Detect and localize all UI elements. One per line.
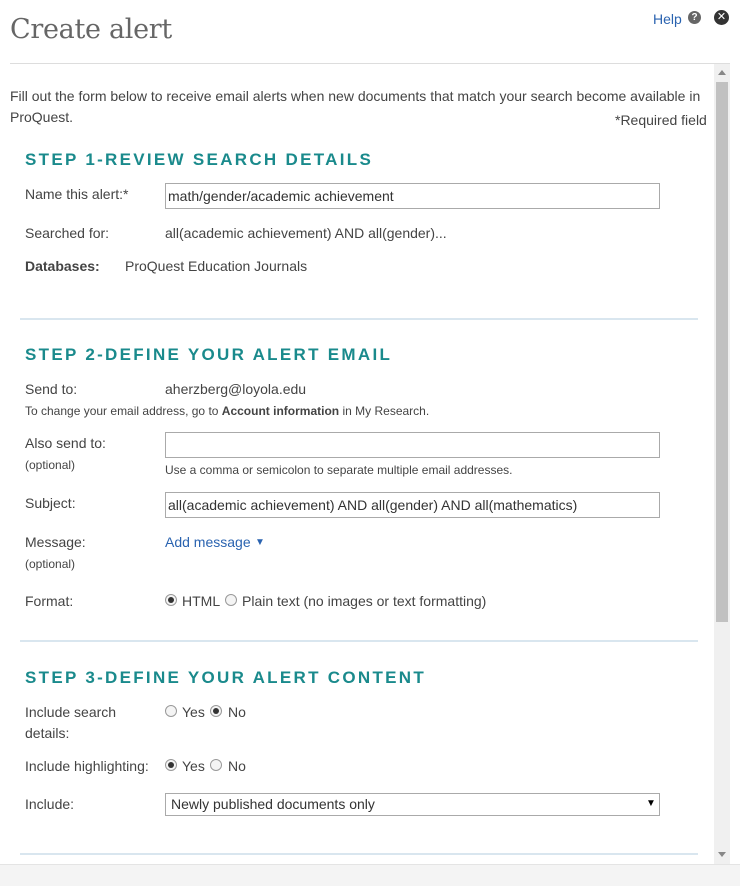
search-details-no-radio[interactable] <box>210 705 222 717</box>
highlighting-yes-radio[interactable] <box>165 759 177 771</box>
form-scroll-area <box>0 64 716 864</box>
highlighting-label: Include highlighting: <box>25 758 149 774</box>
required-field-note: *Required field <box>615 112 707 128</box>
message-optional: (optional) <box>25 557 76 571</box>
help-icon[interactable]: ? <box>688 11 701 24</box>
include-dropdown-icon[interactable]: ▼ <box>646 798 656 809</box>
highlighting-no-radio[interactable] <box>210 759 222 771</box>
format-plain-radio[interactable] <box>225 594 237 606</box>
format-label: Format: <box>25 593 74 609</box>
change-email-suffix: in My Research. <box>342 404 430 418</box>
account-information-link[interactable]: Account information <box>221 404 340 418</box>
change-email-note <box>25 404 429 418</box>
step3-heading: STEP 3-DEFINE YOUR ALERT CONTENT <box>25 668 427 687</box>
highlighting-yes-label[interactable]: Yes <box>182 758 205 774</box>
format-html-radio[interactable] <box>165 594 177 606</box>
alert-name-input[interactable]: math/gender/academic achievement <box>165 183 660 209</box>
search-details-no-label[interactable]: No <box>228 704 246 720</box>
step1-divider <box>20 318 698 320</box>
intro-text: Fill out the form below to receive email alerts when new documents that match your search become available in ProQuest. <box>10 88 701 125</box>
vertical-scrollbar[interactable] <box>714 64 730 864</box>
search-details-yes-label[interactable]: Yes <box>182 704 205 720</box>
step1-heading: STEP 1-REVIEW SEARCH DETAILS <box>25 150 374 169</box>
databases-label: Databases: <box>25 258 100 274</box>
searched-for-label: Searched for: <box>25 225 110 241</box>
send-to-label: Send to: <box>25 381 78 397</box>
scroll-up-icon[interactable] <box>718 70 726 75</box>
step2-heading: STEP 2-DEFINE YOUR ALERT EMAIL <box>25 345 393 364</box>
also-send-input[interactable] <box>165 432 660 458</box>
change-email-prefix: To change your email address, go to <box>25 404 219 418</box>
dialog-title: Create alert <box>10 14 172 45</box>
databases-value: ProQuest Education Journals <box>125 258 308 274</box>
include-label: Include: <box>25 796 75 812</box>
close-icon[interactable]: ✕ <box>714 10 729 25</box>
search-details-label-line1: Include search <box>25 704 117 720</box>
format-html-label[interactable]: HTML <box>182 593 221 609</box>
scroll-down-icon[interactable] <box>718 852 726 857</box>
add-message-link[interactable]: Add message <box>165 534 251 550</box>
dialog-footer <box>0 864 740 886</box>
searched-for-value: all(academic achievement) AND all(gender)... <box>165 225 447 241</box>
step2-divider <box>20 640 698 642</box>
search-details-label-line2: details: <box>25 725 70 741</box>
subject-label: Subject: <box>25 495 76 511</box>
message-label: Message: <box>25 534 86 550</box>
format-plain-label[interactable]: Plain text (no images or text formatting) <box>242 593 487 609</box>
also-send-hint: Use a comma or semicolon to separate multiple email addresses. <box>165 463 513 477</box>
also-send-optional: (optional) <box>25 458 76 472</box>
add-message-caret-icon[interactable]: ▼ <box>255 537 265 548</box>
search-details-yes-radio[interactable] <box>165 705 177 717</box>
name-alert-label: Name this alert:* <box>25 186 129 202</box>
help-link[interactable]: Help <box>653 11 682 27</box>
step3-divider <box>20 853 698 855</box>
scrollbar-thumb[interactable] <box>716 82 728 622</box>
also-send-label: Also send to: <box>25 435 106 451</box>
subject-input[interactable]: all(academic achievement) AND all(gender) AND all(mathematics) <box>165 492 660 518</box>
include-select[interactable]: Newly published documents only <box>165 793 660 816</box>
highlighting-no-label[interactable]: No <box>228 758 246 774</box>
send-to-value: aherzberg@loyola.edu <box>165 381 307 397</box>
